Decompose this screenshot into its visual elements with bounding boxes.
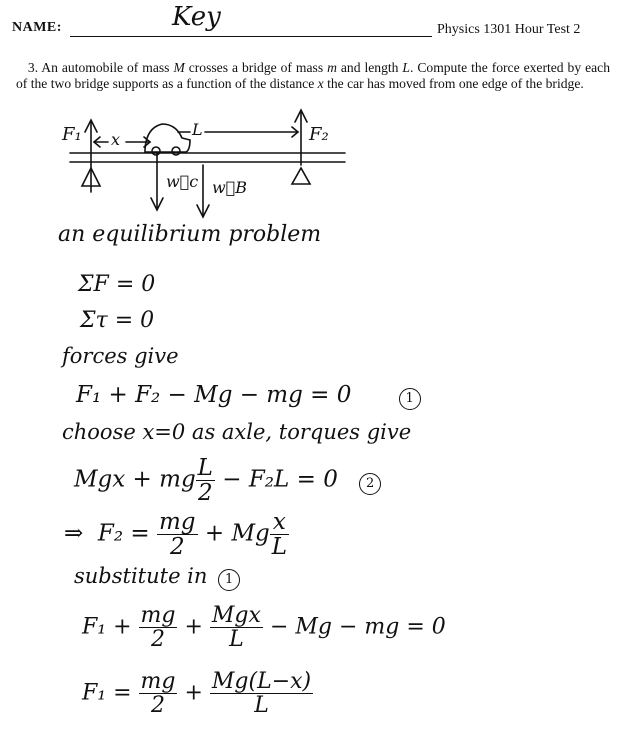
substitute-line: substitute in 1: [74, 564, 240, 591]
eq4-fraction-2: $\frac{\text{Mgx}}{L}$: [211, 603, 261, 653]
intro-line: an equilibrium problem: [58, 222, 322, 247]
eq2: Mgx + mg $\frac{L}{2}$ − F₂L = 0 2: [74, 456, 381, 505]
choose-line: choose x=0 as axle, torques give: [62, 420, 412, 444]
label-x: x: [111, 130, 121, 149]
label-F1: F₁: [62, 124, 82, 145]
label-wB: w⃗B: [212, 178, 248, 197]
problem-number: 3.: [27, 60, 39, 75]
eq1: F₁ + F₂ − Mg − mg = 0 1: [76, 382, 421, 410]
eq5: F₁ = $\frac{mg}{2}$ + $\frac{Mg(L-x)}{L}$: [82, 669, 312, 719]
name-value: Key: [172, 2, 221, 32]
eq4: F₁ + $\frac{mg}{2}$ + $\frac{\text{Mgx}}{L}$ − Mg − mg = 0: [82, 603, 446, 653]
label-L: L: [192, 120, 203, 139]
eq1-tag: 1: [399, 388, 421, 410]
eq4-fraction-1: $\frac{mg}{2}$: [140, 603, 176, 653]
eq-sum-torques: Στ = 0: [80, 308, 155, 333]
eq2-fraction: $\frac{L}{2}$: [197, 455, 213, 507]
eq-sum-forces: ΣF = 0: [78, 272, 156, 297]
eq5-fraction-2: $\frac{Mg(L-x)}{L}$: [211, 669, 312, 719]
eq3-fraction-2: $\frac{x}{L}$: [271, 509, 287, 561]
forces-give-line: forces give: [62, 344, 179, 368]
substitute-tag: 1: [218, 569, 240, 591]
eq5-fraction-1: $\frac{mg}{2}$: [140, 669, 176, 719]
eq2-tag: 2: [359, 473, 381, 495]
course-title: Physics 1301 Hour Test 2: [437, 22, 581, 37]
label-wc: w⃗c: [166, 172, 199, 191]
eq3-fraction-1: $\frac{mg}{2}$: [158, 509, 196, 561]
problem-statement: 3. An automobile of mass M crosses a bridge of mass m and length L. Compute the force exerted by each of the two bridge supports as a function of the distance x the car has moved from one edge of the bridge.: [16, 60, 610, 91]
name-label: NAME:: [12, 20, 62, 35]
label-F2: F₂: [309, 124, 329, 145]
eq3: ⇒ F₂ = $\frac{mg}{2}$ + Mg $\frac{x}{L}$: [64, 509, 287, 561]
